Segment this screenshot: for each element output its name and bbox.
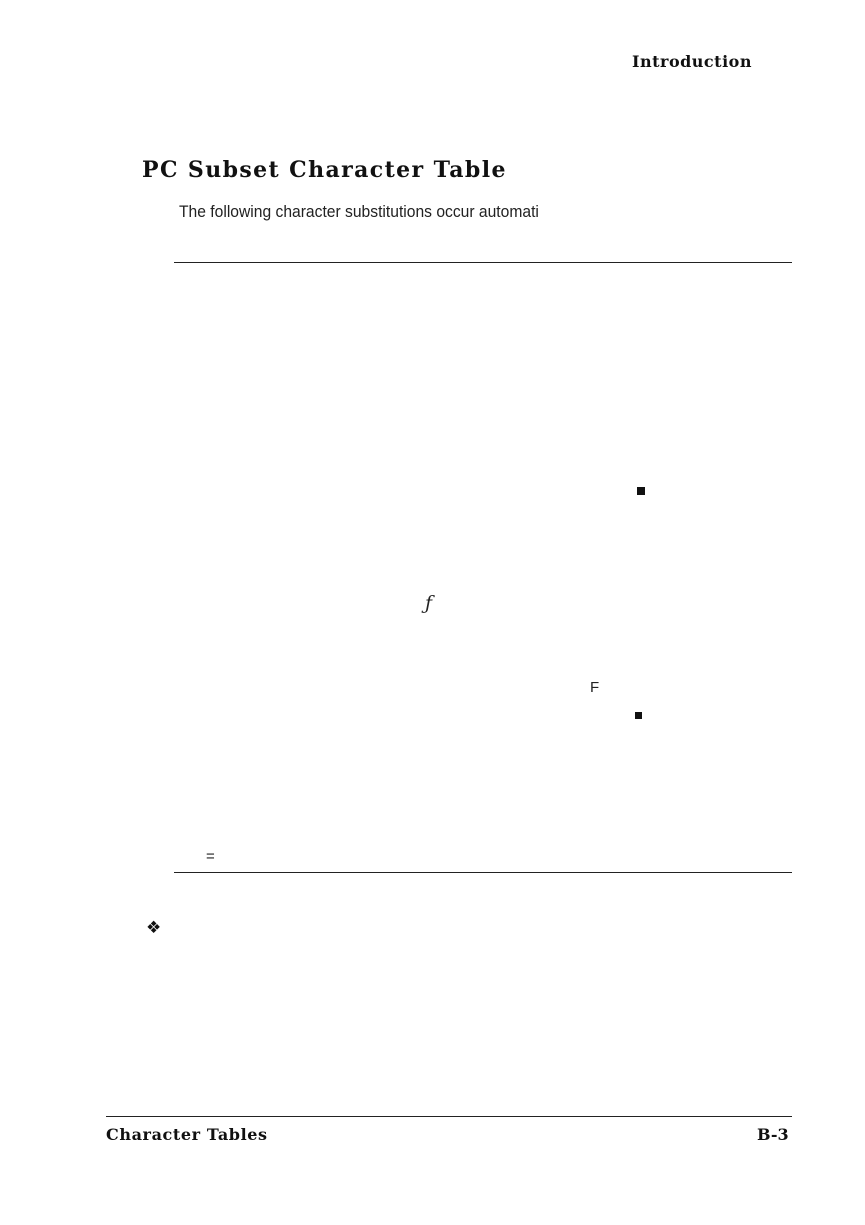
table-glyph-f-hook: ƒ [425, 592, 433, 614]
footer-chapter-title: Character Tables [106, 1125, 268, 1144]
square-bullet-icon [637, 487, 645, 495]
table-glyph-equals: = [206, 848, 215, 865]
table-top-rule [174, 262, 792, 263]
footer-page-number: B-3 [757, 1125, 789, 1144]
section-title: PC Subset Character Table [142, 157, 507, 183]
table-bottom-rule [174, 872, 792, 873]
square-bullet-icon [635, 712, 642, 719]
footer-rule [106, 1116, 792, 1117]
diamond-note-icon: ❖ [146, 918, 162, 938]
table-glyph-letter-f: F [590, 679, 600, 696]
running-header: Introduction [632, 52, 752, 71]
intro-text: The following character substitutions occur automati [179, 202, 539, 221]
